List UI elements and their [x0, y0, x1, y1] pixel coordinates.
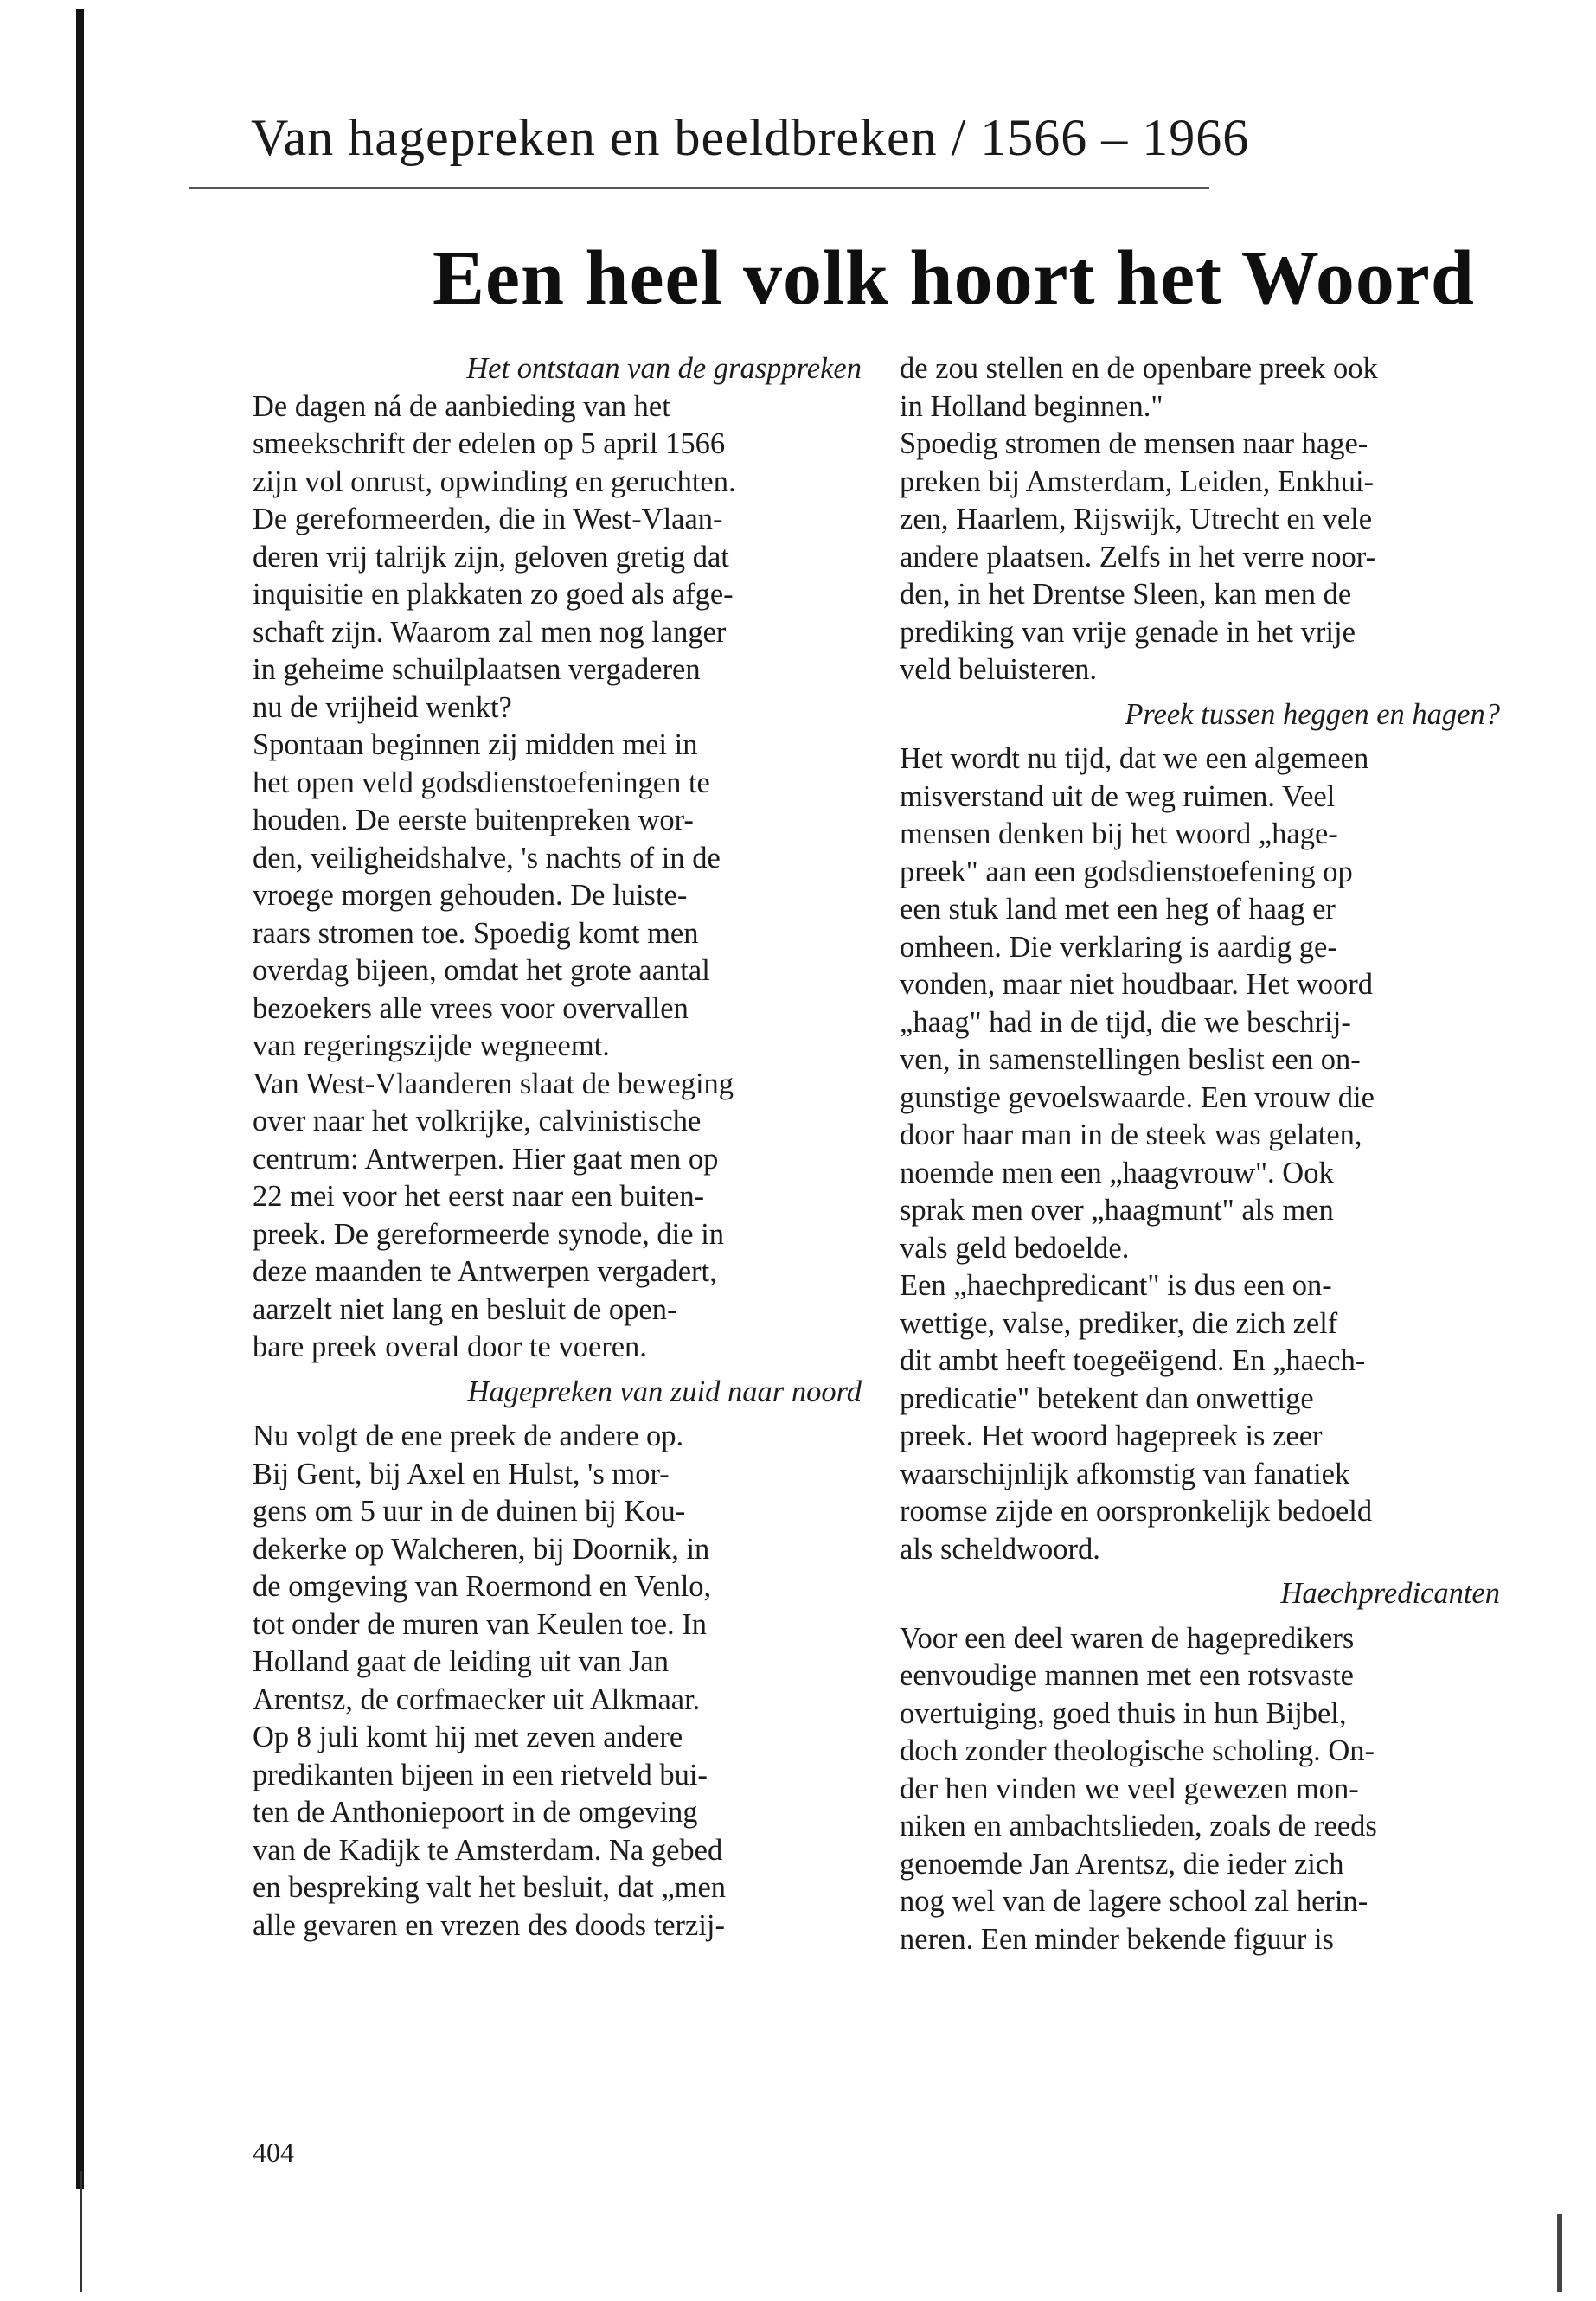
text-line: ten de Anthoniepoort in de omgeving	[253, 1796, 698, 1829]
text-line: deren vrij talrijk zijn, geloven gretig dat	[253, 540, 729, 574]
text-line: preken bij Amsterdam, Leiden, Enkhui-	[900, 465, 1375, 498]
text-line: Spontaan beginnen zij midden mei in	[253, 728, 698, 761]
text-line: De gereformeerden, die in West-Vlaan-	[253, 503, 723, 535]
text-line: gens om 5 uur in de duinen bij Kou-	[253, 1495, 686, 1528]
text-line: „haag" had in de tijd, die we beschrij-	[900, 1005, 1351, 1039]
text-line: vals geld bedoelde.	[900, 1231, 1130, 1265]
text-line: het open veld godsdienstoefeningen te	[253, 766, 710, 799]
text-line: nu de vrijheid wenkt?	[253, 690, 512, 724]
text-line: Arentsz, de corfmaecker uit Alkmaar.	[253, 1682, 701, 1716]
section-subhead: Preek tussen heggen en hagen?	[1125, 697, 1500, 731]
scan-edge-mark	[1557, 2214, 1562, 2292]
running-header: Van hagepreken en beeldbreken / 1566 – 1966	[251, 109, 1250, 166]
text-line: doch zonder theologische scholing. On-	[900, 1734, 1375, 1767]
text-line: schaft zijn. Waarom zal men nog langer	[253, 615, 727, 649]
text-line: inquisitie en plakkaten zo goed als afge-	[253, 578, 734, 611]
text-line: overdag bijeen, omdat het grote aantal	[253, 954, 710, 987]
text-line: bare preek overal door te voeren.	[253, 1330, 647, 1363]
text-line: misverstand uit de weg ruimen. Veel	[900, 779, 1336, 813]
text-line: niken en ambachtslieden, zoals de reeds	[900, 1810, 1377, 1843]
text-line: vroege morgen gehouden. De luiste-	[253, 879, 688, 912]
article-title: Een heel volk hoort het Woord	[433, 235, 1475, 321]
text-line: en bespreking valt het besluit, dat „men	[253, 1871, 727, 1904]
text-line: roomse zijde en oorspronkelijk bedoeld	[900, 1495, 1373, 1528]
text-line: in geheime schuilplaatsen vergaderen	[253, 653, 701, 686]
text-line: omheen. Die verklaring is aardig ge-	[900, 930, 1337, 964]
text-line: nog wel van de lagere school zal herin-	[900, 1885, 1368, 1918]
text-line: preek. Het woord hagepreek is zeer	[900, 1420, 1323, 1452]
text-line: tot onder de muren van Keulen toe. In	[253, 1607, 707, 1641]
text-line: wettige, valse, prediker, die zich zelf	[900, 1306, 1338, 1340]
text-line: neren. Een minder bekende figuur is	[900, 1922, 1334, 1956]
scan-edge-tick	[80, 2171, 82, 2292]
text-line: Holland gaat de leiding uit van Jan	[253, 1645, 669, 1678]
text-line: preek. De gereformeerde synode, die in	[253, 1217, 725, 1251]
text-line: sprak men over „haagmunt" als men	[900, 1194, 1334, 1227]
text-line: prediking van vrije genade in het vrije	[900, 615, 1356, 649]
text-line: overtuiging, goed thuis in hun Bijbel,	[900, 1696, 1347, 1730]
text-line: deze maanden te Antwerpen vergadert,	[253, 1255, 717, 1288]
text-line: Van West-Vlaanderen slaat de beweging	[253, 1067, 734, 1100]
text-line: dekerke op Walcheren, bij Doornik, in	[253, 1532, 710, 1566]
text-line: 22 mei voor het eerst naar een buiten-	[253, 1180, 705, 1213]
text-line: Bij Gent, bij Axel en Hulst, 's mor-	[253, 1457, 670, 1490]
text-line: in Holland beginnen."	[900, 389, 1163, 423]
section-subhead: Hagepreken van zuid naar noord	[467, 1375, 862, 1408]
text-line: mensen denken bij het woord „hage-	[900, 817, 1338, 850]
text-line: raars stromen toe. Spoedig komt men	[253, 916, 699, 950]
text-line: alle gevaren en vrezen des doods terzij-	[253, 1908, 725, 1942]
text-line: der hen vinden we veel gewezen mon-	[900, 1772, 1359, 1805]
text-line: bezoekers alle vrees voor overvallen	[253, 991, 689, 1025]
text-line: andere plaatsen. Zelfs in het verre noor-	[900, 540, 1376, 574]
text-line: genoemde Jan Arentsz, die ieder zich	[900, 1847, 1344, 1881]
section-subhead: Het ontstaan van de grasppreken	[466, 352, 862, 385]
text-line: den, veiligheidshalve, 's nachts of in de	[253, 841, 721, 875]
right-block-3	[900, 1620, 1505, 1959]
text-line: De dagen ná de aanbieding van het	[253, 389, 670, 423]
text-line: zijn vol onrust, opwinding en geruchten.	[253, 465, 736, 498]
text-line: noemde men een „haagvrouw". Ook	[900, 1156, 1334, 1189]
text-line: door haar man in de steek was gelaten,	[900, 1118, 1362, 1151]
text-line: zen, Haarlem, Rijswijk, Utrecht en vele	[900, 503, 1373, 535]
page-number: 404	[253, 2137, 294, 2168]
text-line: ven, in samenstellingen beslist een on-	[900, 1043, 1361, 1076]
text-line: van regeringszijde wegneemt.	[253, 1029, 610, 1062]
text-line: een stuk land met een heg of haag er	[900, 893, 1336, 926]
text-line: dit ambt heeft toegeëigend. En „haech-	[900, 1344, 1366, 1377]
text-line: Spoedig stromen de mensen naar hage-	[900, 427, 1368, 460]
text-line: Een „haechpredicant" is dus een on-	[900, 1269, 1332, 1302]
text-line: waarschijnlijk afkomstig van fanatiek	[900, 1457, 1350, 1490]
text-line: centrum: Antwerpen. Hier gaat men op	[253, 1142, 719, 1176]
left-column	[253, 350, 867, 1945]
text-line: preek" aan een godsdienstoefening op	[900, 855, 1353, 888]
text-line: eenvoudige mannen met een rotsvaste	[900, 1659, 1354, 1692]
text-line: predicatie" betekent dan onwettige	[900, 1381, 1314, 1415]
text-line: aarzelt niet lang en besluit de open-	[253, 1292, 677, 1326]
text-line: Voor een deel waren de hagepredikers	[900, 1621, 1355, 1655]
text-line: den, in het Drentse Sleen, kan men de	[900, 578, 1352, 611]
text-line: smeekschrift der edelen op 5 april 1566	[253, 427, 726, 460]
left-block-2	[253, 1418, 867, 1945]
text-line: Op 8 juli komt hij met zeven andere	[253, 1721, 683, 1753]
text-line: over naar het volkrijke, calvinistische	[253, 1105, 702, 1138]
text-line: gunstige gevoelswaarde. Een vrouw die	[900, 1080, 1375, 1114]
left-block-1	[253, 388, 867, 1367]
text-line: predikanten bijeen in een rietveld bui-	[253, 1758, 708, 1791]
text-line: de zou stellen en de openbare preek ook	[900, 352, 1378, 385]
text-line: van de Kadijk te Amsterdam. Na gebed	[253, 1833, 723, 1867]
text-line: veld beluisteren.	[900, 653, 1098, 686]
scan-edge-bar	[76, 9, 84, 2189]
right-block-1	[900, 350, 1505, 689]
right-column	[900, 350, 1505, 1958]
text-line: de omgeving van Roermond en Venlo,	[253, 1570, 712, 1603]
text-line: houden. De eerste buitenpreken wor-	[253, 804, 694, 836]
section-subhead: Haechpredicanten	[1280, 1577, 1500, 1610]
text-line: Nu volgt de ene preek de andere op.	[253, 1420, 684, 1452]
text-line: Het wordt nu tijd, dat we een algemeen	[900, 742, 1369, 775]
right-block-2	[900, 740, 1505, 1568]
header-rule	[189, 187, 1209, 189]
text-line: als scheldwoord.	[900, 1532, 1100, 1566]
text-line: vonden, maar niet houdbaar. Het woord	[900, 968, 1374, 1001]
